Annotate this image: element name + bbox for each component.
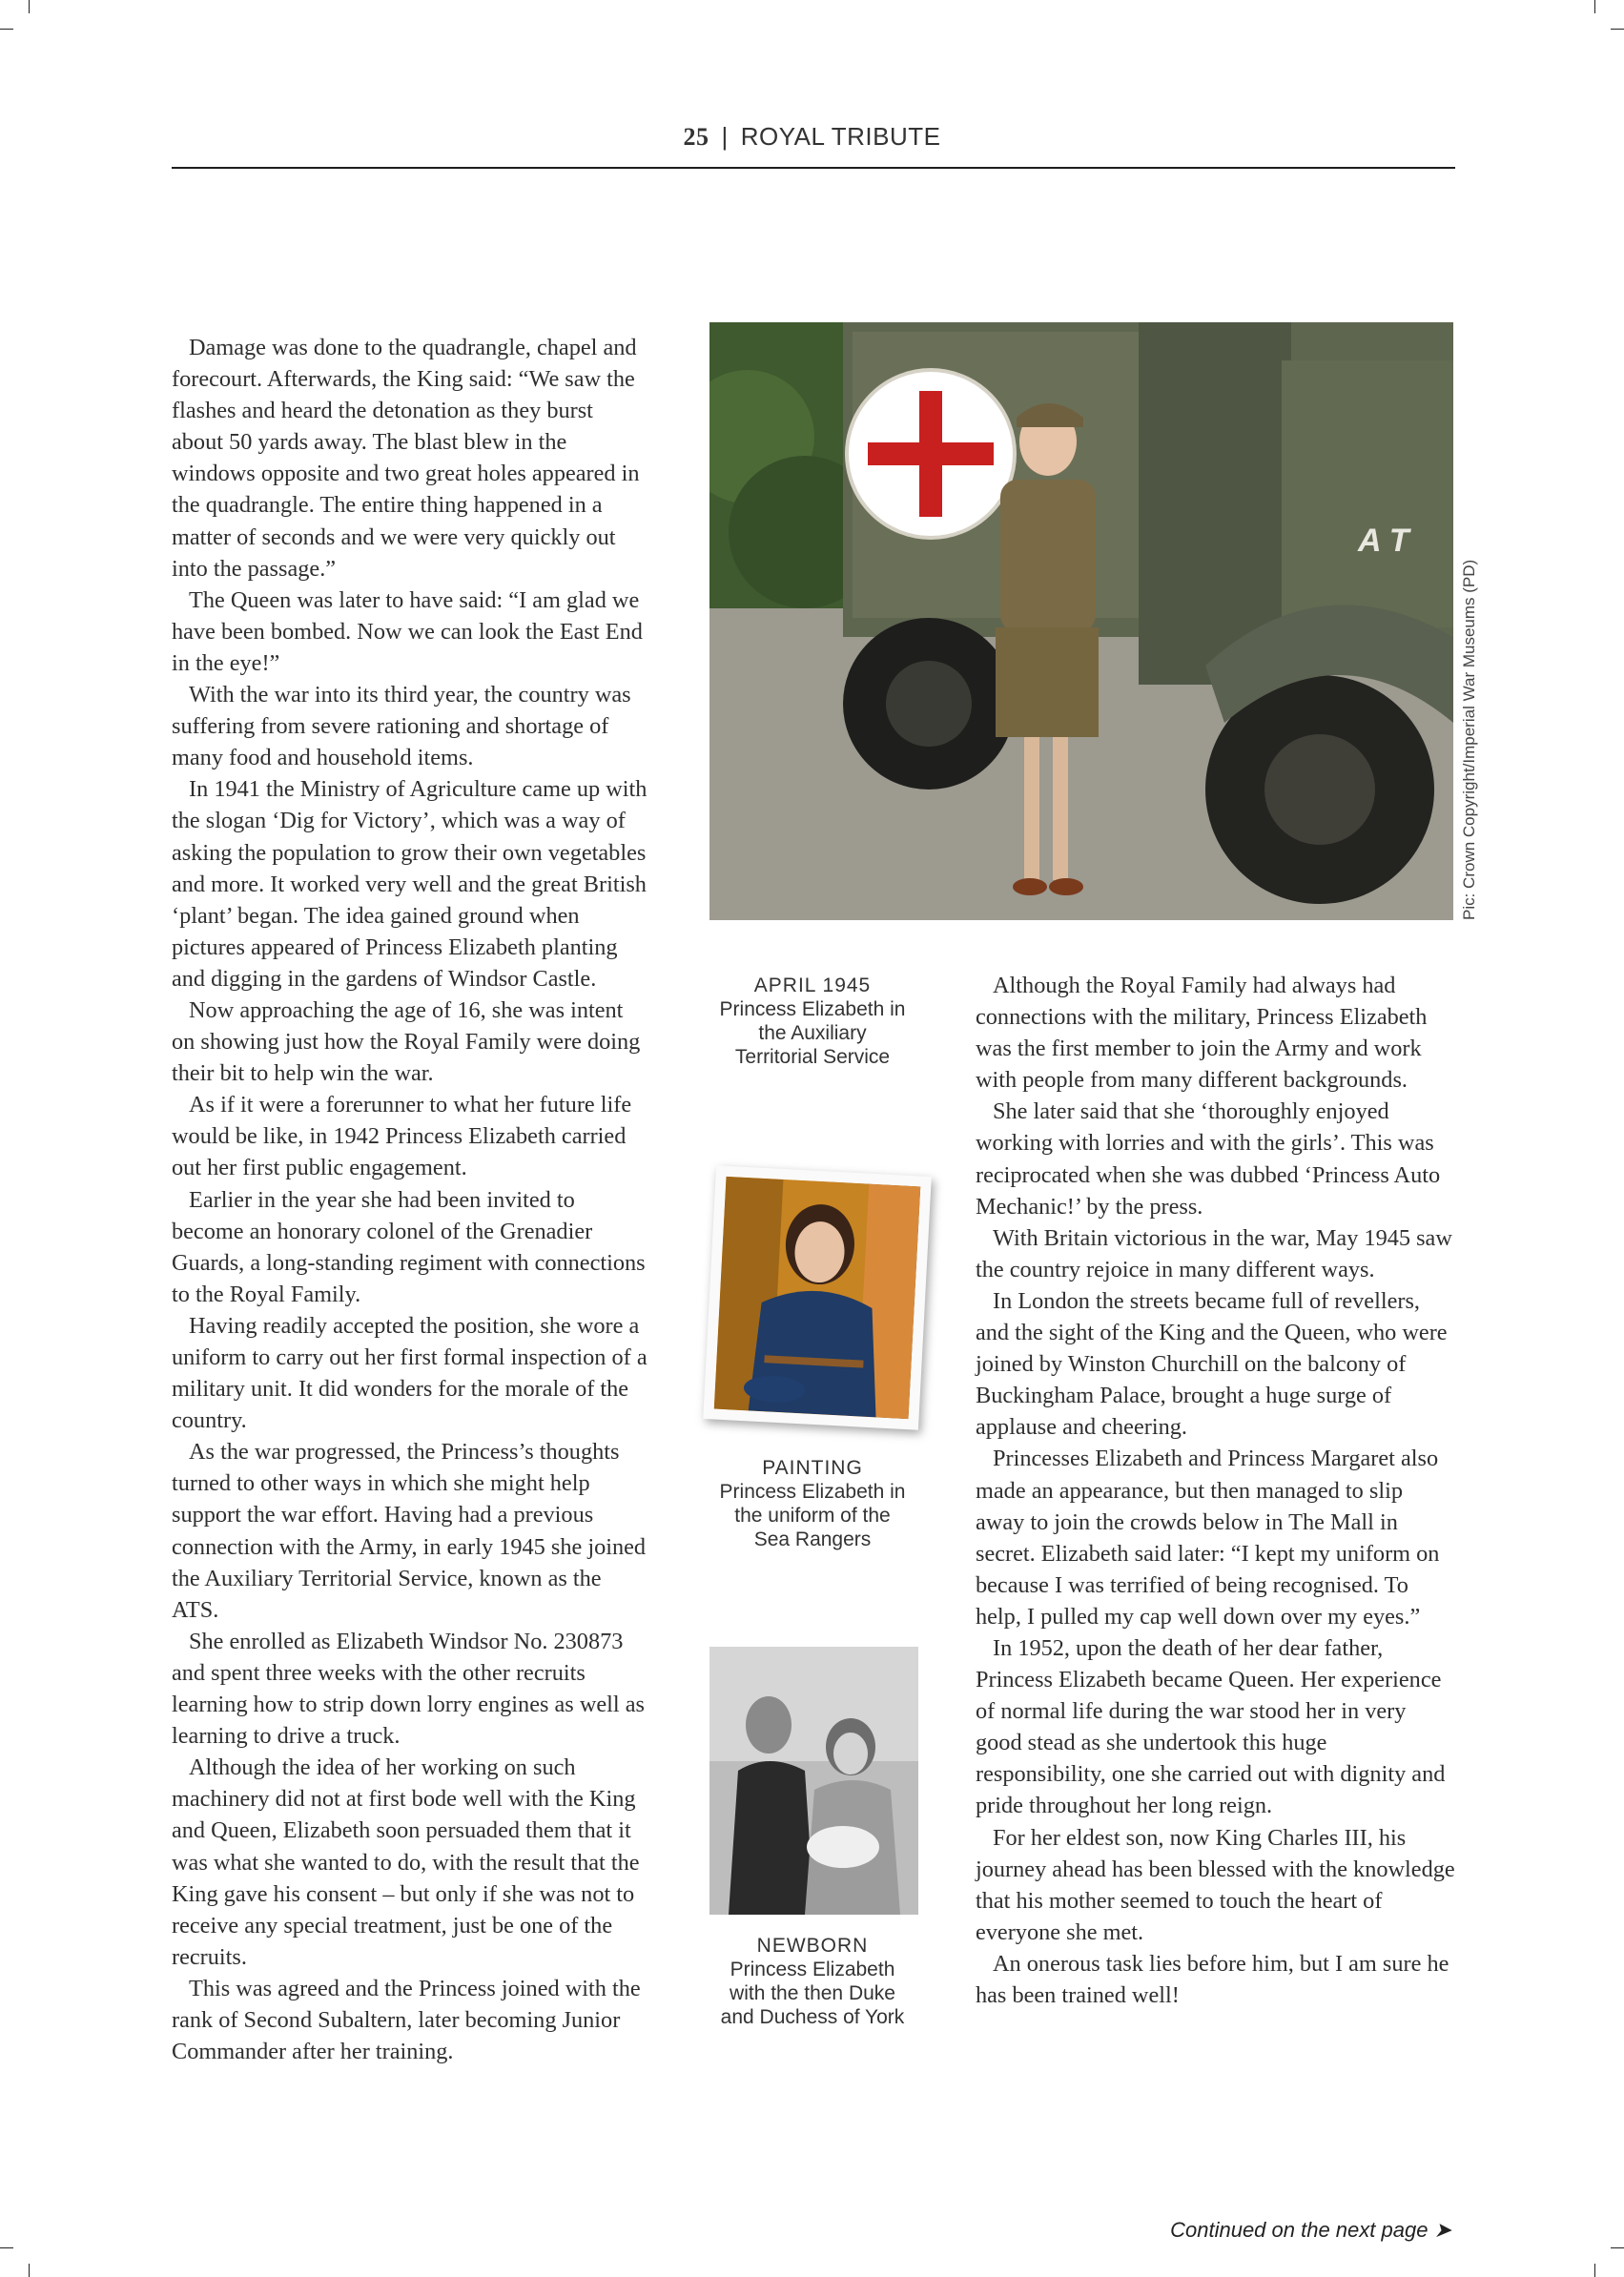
caption-painting (717, 1456, 908, 1551)
caption-april-1945 (717, 974, 908, 1069)
paragraph: Damage was done to the quadrangle, chapel and forecourt. Afterwards, the King said: “We saw the flashes and heard the detonation as they burst about 50 yards away. The blast blew in the windows opposite and two great holes appeared in the quadrangle. The entire thing happened in a matter of seconds and we were very quickly out into the passage.” (172, 335, 640, 582)
paragraph: As if it were a forerunner to what her future life would be like, in 1942 Princess Elizabeth carried out her first public engagement. (172, 1092, 632, 1181)
caption-text: Princess Elizabeth in the uniform of the Sea Rangers (719, 1481, 906, 1550)
page-header (0, 122, 1624, 152)
crop-mark (1594, 2264, 1595, 2277)
paragraph: An onerous task lies before him, but I am sure he has been trained well! (976, 1950, 1449, 2008)
crop-mark (0, 2247, 13, 2248)
photo-illustration (709, 322, 1453, 920)
section-title: ROYAL TRIBUTE (740, 122, 941, 151)
caption-newborn (717, 1934, 908, 2029)
paragraph: Princesses Elizabeth and Princess Margaret also made an appearance, but then managed to slip away to join the crowds below in The Mall in secret. Elizabeth said later: “I kept my uniform on because I was terrified of being recognised. To help, I pulled my cap well down over my eyes.” (976, 1446, 1440, 1630)
photo-princess-ats-truck (709, 322, 1453, 920)
article-column-right (976, 970, 1457, 2011)
truck-marking: A T (1358, 523, 1409, 559)
painting-illustration (714, 1177, 920, 1419)
paragraph: She enrolled as Elizabeth Windsor No. 230873 and spent three weeks with the other recruits learning how to strip down lorry engines as well as learning to drive a truck. (172, 1628, 645, 1750)
paragraph: The Queen was later to have said: “I am glad we have been bombed. Now we can look the East End in the eye!” (172, 586, 643, 676)
arrow-right-icon: ➤ (1433, 2218, 1451, 2242)
paragraph: Although the idea of her working on such machinery did not at first bode well with the King and Queen, Elizabeth soon persuaded them that it was what she wanted to do, with the result that the King gave his consent – but only if she was not to receive any special treatment, just be one of the recruits. (172, 1754, 640, 1970)
caption-text: Princess Elizabeth with the then Duke and Duchess of York (720, 1959, 905, 2028)
painting-sea-rangers (714, 1177, 920, 1419)
paragraph: In 1941 the Ministry of Agriculture came up with the slogan ‘Dig for Victory’, which was a way of asking the population to grow their own vegetables and more. It worked very well and the great British ‘plant’ began. The idea gained ground when pictures appeared of Princess Elizabeth planting and digging in the gardens of Windsor Castle. (172, 776, 648, 992)
caption-title: PAINTING (762, 1457, 863, 1479)
paragraph: Earlier in the year she had been invited to become an honorary colonel of the Grenadier Guards, a long-standing regiment with connections to the Royal Family. (172, 1186, 646, 1307)
continued-text: Continued on the next page (1170, 2218, 1429, 2242)
crop-mark (0, 29, 13, 30)
page-number: 25 (683, 123, 709, 151)
crop-mark (1594, 0, 1595, 13)
paragraph: In 1952, upon the death of her dear father, Princess Elizabeth became Queen. Her experience of normal life during the war stood her in very good stead as she undertook this huge responsibility, one she carried out with dignity and pride throughout her long reign. (976, 1634, 1446, 1819)
crop-mark (29, 0, 30, 13)
paragraph: Having readily accepted the position, she wore a uniform to carry out her first formal inspection of a military unit. It did wonders for the morale of the country. (172, 1312, 648, 1434)
paragraph: With the war into its third year, the country was suffering from severe rationing and shortage of many food and household items. (172, 682, 631, 771)
photo-credit: Pic: Crown Copyright/Imperial War Museums (PD) (1460, 559, 1478, 920)
header-rule (172, 167, 1455, 169)
paragraph: Although the Royal Family had always had connections with the military, Princess Elizabeth was the first member to join the Army and work with people from many different backgrounds. (976, 973, 1428, 1094)
crop-mark (29, 2264, 30, 2277)
caption-text: Princess Elizabeth in the Auxiliary Territorial Service (719, 998, 906, 1068)
paragraph: She later said that she ‘thoroughly enjoyed working with lorries and with the girls’. This was reciprocated when she was dubbed ‘Princess Auto Mechanic!’ by the press. (976, 1098, 1441, 1220)
crop-mark (1611, 2247, 1624, 2248)
caption-title: NEWBORN (756, 1935, 869, 1957)
paragraph: With Britain victorious in the war, May 1945 saw the country rejoice in many different ways. (976, 1224, 1452, 1282)
paragraph: This was agreed and the Princess joined with the rank of Second Subaltern, later becoming Junior Commander after her training. (172, 1975, 641, 2065)
paragraph: As the war progressed, the Princess’s thoughts turned to other ways in which she might help support the war effort. Having had a previous connection with the Army, in early 1945 she joined the Auxiliary Territorial Service, known as the ATS. (172, 1439, 647, 1623)
article-column-left (172, 332, 648, 2067)
paragraph: In London the streets became full of revellers, and the sight of the King and the Queen, who were joined by Winston Churchill on the balcony of Buckingham Palace, brought a huge surge of applause and cheering. (976, 1287, 1448, 1441)
uniform (1000, 480, 1096, 632)
photo-newborn (709, 1647, 918, 1915)
paragraph: Now approaching the age of 16, she was intent on showing just how the Royal Family were doing their bit to help win the war. (172, 996, 641, 1087)
crop-mark (1611, 29, 1624, 30)
header-separator: | (721, 122, 729, 151)
continued-link[interactable] (1170, 2218, 1451, 2243)
photo-illustration (709, 1647, 918, 1915)
caption-title: APRIL 1945 (753, 974, 872, 996)
painting-frame (703, 1165, 932, 1429)
paragraph: For her eldest son, now King Charles III, his journey ahead has been blessed with the knowledge that his mother seemed to touch the heart of everyone she met. (976, 1824, 1455, 1945)
